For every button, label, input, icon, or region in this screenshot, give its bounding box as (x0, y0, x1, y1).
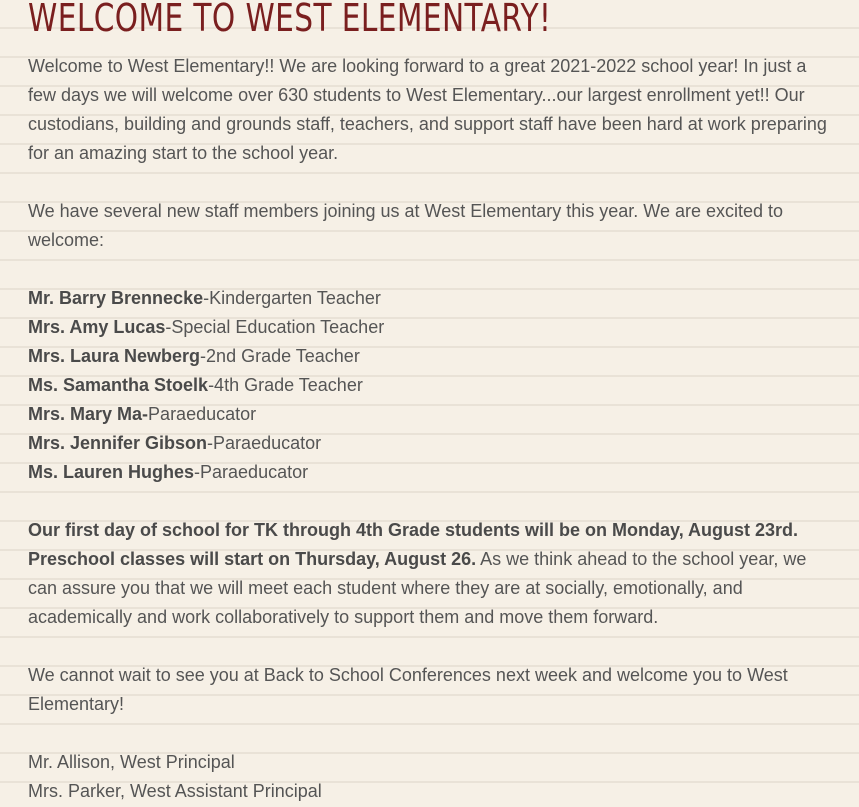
staff-role: Paraeducator (148, 404, 257, 424)
staff-role: -Kindergarten Teacher (203, 288, 381, 308)
closing-paragraph: We cannot wait to see you at Back to School Conferences next week and welcome you to West Elementary! (28, 665, 788, 714)
staff-item (28, 371, 828, 400)
staff-item (28, 313, 828, 342)
staff-role: -2nd Grade Teacher (200, 346, 360, 366)
staff-name: Mr. Barry Brennecke (28, 288, 204, 308)
paragraph-gap (28, 168, 828, 197)
first-day-paragraph (28, 516, 828, 632)
signature-line: Mr. Allison, West Principal (28, 752, 235, 772)
page-title: WELCOME TO WEST ELEMENTARY! (28, 0, 552, 40)
staff-item (28, 284, 828, 313)
welcome-article (28, 0, 828, 801)
staff-list (28, 284, 828, 487)
staff-role: -4th Grade Teacher (208, 375, 363, 395)
staff-item (28, 342, 828, 371)
new-staff-intro: We have several new staff members joining us at West Elementary this year. We are excited to welcome: (28, 201, 784, 250)
staff-name: Mrs. Jennifer Gibson (28, 433, 208, 453)
staff-item (28, 429, 828, 458)
staff-item (28, 400, 828, 429)
paragraph-gap (28, 632, 828, 661)
staff-role: -Special Education Teacher (165, 317, 385, 337)
signature-block (28, 748, 828, 806)
staff-name: Ms. Lauren Hughes (28, 462, 195, 482)
signature-line: Mrs. Parker, West Assistant Principal (28, 781, 322, 801)
staff-name: Mrs. Laura Newberg (28, 346, 201, 366)
staff-name: Mrs. Mary Ma- (28, 404, 149, 424)
paragraph-gap (28, 719, 828, 748)
staff-item (28, 458, 828, 487)
paragraph-gap (28, 255, 828, 284)
staff-role: -Paraeducator (207, 433, 322, 453)
staff-name: Mrs. Amy Lucas (28, 317, 166, 337)
staff-role: -Paraeducator (194, 462, 309, 482)
paragraph-gap (28, 487, 828, 516)
intro-paragraph: Welcome to West Elementary!! We are looking forward to a great 2021-2022 school year! In just a few days we will welcome over 630 students to West Elementary...our largest enrollment yet!! Our custodians, building and grounds staff, teachers, and support staff have been hard at work preparing for an amazing start to the school year. (28, 56, 827, 163)
article-body (28, 52, 828, 806)
staff-name: Ms. Samantha Stoelk (28, 375, 209, 395)
first-day-bold-text: Our first day of school for TK through 4th Grade students will be on Monday, August 23rd. Preschool classes will start on Thursday, August 26. (28, 520, 799, 569)
first-day-text: As we think ahead to the school year, we can assure you that we will meet each student where they are at socially, emotionally, and academically and work collaboratively to support them and move them forward. (28, 549, 807, 627)
